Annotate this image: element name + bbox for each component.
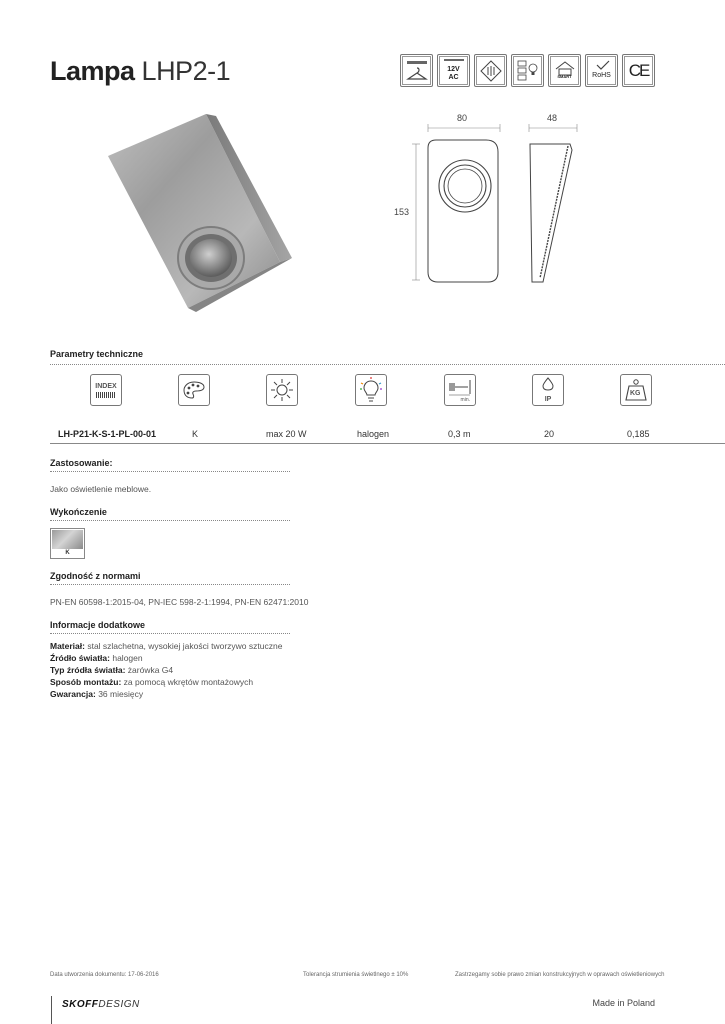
- finish-swatch: [52, 530, 83, 549]
- smart-home-icon: [548, 54, 581, 87]
- voltage-icon: [437, 54, 470, 87]
- transformer-icon: [474, 54, 507, 87]
- height-label: 153: [394, 207, 410, 217]
- info-source: Źródło światła: halogen: [50, 653, 143, 663]
- ip-rating-icon: [532, 374, 564, 406]
- finish-divider: [50, 520, 290, 521]
- depth-label: 48: [547, 113, 558, 123]
- width-label: 80: [457, 113, 468, 123]
- info-warranty: Gwarancja: 36 miesięcy: [50, 689, 144, 699]
- weight-icon: [620, 374, 652, 406]
- finish-title: Wykończenie: [50, 507, 107, 517]
- info-type: Typ źródła światła: żarówka G4: [50, 665, 174, 675]
- bulb-icon: [355, 374, 387, 406]
- additional-divider: [50, 633, 290, 634]
- technical-drawing: [390, 110, 590, 290]
- title-bold: Lampa: [50, 56, 135, 86]
- finish-swatch-card: [50, 528, 85, 559]
- title-model: LHP2-1: [141, 56, 231, 86]
- color-palette-icon: [178, 374, 210, 406]
- mount-hanger-icon: [400, 54, 433, 87]
- info-material: Materiał: stal szlachetna, wysokiej jakości tworzywo sztuczne: [50, 641, 283, 651]
- rohs-icon: [585, 54, 618, 87]
- cable-length-icon: [444, 374, 476, 406]
- params-section-title: Parametry techniczne: [50, 349, 144, 359]
- value-power: max 20 W: [266, 429, 307, 439]
- norms-text: PN-EN 60598-1:2015-04, PN-IEC 598-2-1:1994, PN-EN 62471:2010: [50, 597, 309, 607]
- brand-bar: [51, 996, 52, 1024]
- brand-normal: DESIGN: [98, 999, 140, 1010]
- norms-divider: [50, 584, 290, 585]
- value-cable: 0,3 m: [448, 429, 471, 439]
- application-title: Zastosowanie:: [50, 458, 113, 468]
- cable-length-min-label: min.: [460, 397, 470, 403]
- certification-icons: [400, 54, 655, 87]
- index-icon: [90, 374, 122, 406]
- power-sun-icon: [266, 374, 298, 406]
- additional-info: [50, 640, 282, 700]
- additional-title: Informacje dodatkowe: [50, 620, 146, 630]
- index-icon-label: INDEX: [95, 382, 117, 390]
- norms-title: Zgodność z normami: [50, 571, 141, 581]
- info-mount: Sposób montażu: za pomocą wkrętów montażowych: [50, 677, 254, 687]
- voltage-text: 12V AC: [447, 65, 460, 81]
- page-title: [50, 56, 230, 87]
- param-values-row: [50, 427, 725, 443]
- lens-outer-circle: [439, 160, 491, 212]
- brand-bold: SKOFF: [62, 999, 99, 1010]
- brand-logo: [62, 999, 140, 1010]
- param-icons-row: [50, 374, 700, 414]
- footer-created: Data utworzenia dokumentu: 17-06-2016: [50, 972, 159, 978]
- ce-mark-icon: [622, 54, 655, 87]
- value-index: LH-P21-K-S-1-PL-00-01: [58, 429, 157, 439]
- ip-label: IP: [544, 396, 552, 403]
- footer-tolerance: Tolerancja strumienia świetlnego ± 10%: [303, 972, 409, 978]
- section-divider: [50, 364, 725, 365]
- made-in-label: Made in Poland: [592, 998, 655, 1008]
- application-text: Jako oświetlenie meblowe.: [50, 484, 152, 494]
- param-row-divider: [50, 443, 725, 444]
- footer-rights: Zastrzegamy sobie prawo zmian konstrukcyjnych w oprawach oświetleniowych: [455, 972, 665, 978]
- smart-text: SMART: [557, 74, 572, 79]
- value-source: halogen: [357, 429, 390, 439]
- lens-glass: [190, 239, 232, 277]
- rohs-text: RoHS: [592, 72, 611, 79]
- weight-kg-label: KG: [630, 390, 641, 397]
- side-view: [530, 144, 572, 282]
- ce-text: CE: [628, 60, 649, 80]
- product-photo: [104, 112, 296, 312]
- value-weight: 0,185: [627, 429, 650, 439]
- finish-code: K: [65, 550, 70, 556]
- application-divider: [50, 471, 290, 472]
- value-ip: 20: [544, 429, 555, 439]
- front-view: [428, 140, 498, 282]
- value-finish: K: [192, 429, 199, 439]
- energy-class-icon: [511, 54, 544, 87]
